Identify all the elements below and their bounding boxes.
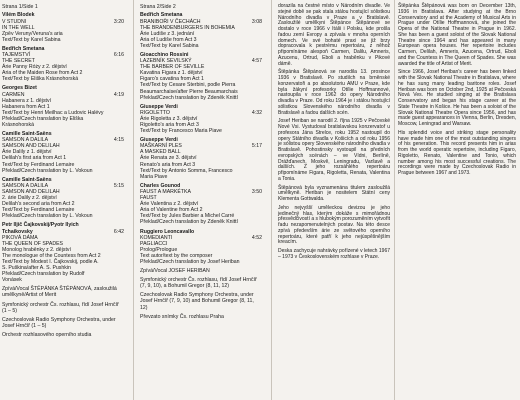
track-detail: Překlad/Czech translation by Josef Heriban: [140, 258, 240, 265]
notes-paragraph: Deska zachycuje nahrávky pořízené v letech 1967 – 1973 v Československém rozhlase v Praze.: [278, 248, 390, 260]
liner-notes-czech: [278, 4, 390, 264]
track-detail: Překlad/Czech translation by L. Vokoun: [2, 167, 93, 174]
track-detail: THE SECRET: [2, 58, 35, 65]
track-entry: [140, 183, 262, 226]
composer-name: Camille Saint-Saëns: [2, 176, 52, 183]
track-detail: Árie Renata ze 3. dějství: [140, 155, 197, 162]
track-detail: Text autor/text by the composer: [140, 252, 213, 259]
side-1-tracks: [2, 12, 124, 283]
column-divider: [271, 0, 272, 400]
composer-name: Camille Saint-Saëns: [2, 131, 52, 138]
track-detail: Habanera z 1. dějství: [2, 97, 52, 104]
track-detail: Text/Text by Eliška Krásnohorská: [2, 76, 79, 83]
track-detail: Árie Panny Róży z 2. dějství: [2, 64, 67, 71]
track-entry: [140, 52, 262, 101]
track-detail: Text/Text by Cesare Sterbini, podle Pierra Beaumarchaise/after Pierre Beaumarchais: [140, 82, 238, 95]
track-detail: Renato's aria from Act 3: [140, 161, 196, 168]
track-detail: SAMSON AND DELILAH: [2, 188, 60, 195]
notes-paragraph: Jeho nejvyšší uměleckou devizou je jeho jedinečný hlas, kterým dokáže s mimořádnou přesvědčivostí a s hlubokým porozuměním vytvořit řadu nezapomenutelných postav. Na této desce zpívá především árie ze světového operního repertoáru, které patří k jeho nejúspěšnějším kreacím.: [278, 204, 390, 246]
track-duration: 4:52: [251, 234, 262, 241]
notes-paragraph: dorazila na čestné místo v Národním divadle. Ve stejné době se pak stala stálou hostující sólistkou Národního divadla v Praze a v Bratislavě. Zasloužilé umělkyni Štěpánce Štěpánové se dostalo v roce 1966 v Itálii i Polsku, kde prošla řadou zemí Evropy a zpívala v mnoha operních domech. Ve své bohaté praxi se již brzy dopracovala k pestrému repertoáru, z něhož připomínáme alespoň Carmen, Dalilu, Amneris, Azucenu, Ortrud, Eboli a hraběnku v Pikové dámě.: [278, 3, 390, 67]
side-2-tracklist: [140, 4, 262, 323]
side-1-credits: [2, 286, 124, 338]
composer-name: Charles Gounod: [140, 182, 181, 189]
track-duration: 6:42: [113, 228, 124, 235]
notes-paragraph: Štěpánka Štěpánová se narodila 13. prosince 1936 v Bratislavě. Po studiích na brněnské konzervatoři a po absolutoriu AMU v Praze, kde byla žákyní profesorky Otílie Hoffmannové, nastoupila v roce 1962 do opery Národního divadla v Praze. Od roku 1964 je i stálou hostující sólistkou Slovenského národního divadla v Bratislavě a řadou dalších scén.: [278, 69, 390, 116]
track-detail: A MASKED BALL: [140, 149, 181, 156]
credit-line: Zpívá/Vocal JOSEF HERIBAN: [140, 268, 210, 275]
credit-line: Orchestr rozhlasového operního studia: [2, 331, 92, 338]
composer-name: Bedřich Smetana: [2, 45, 45, 52]
track-detail: Text/Text by Jules Barbier a Michel Carré: [140, 213, 235, 220]
credit-line: Symfonický orchestr Čs. rozhlasu, řídí Josef Hrnčíř (7, 9, 10), a Bohumil Gregor (8, 11, 12): [140, 277, 257, 290]
track-detail: Překlad/Czech translation by Zdeněk Knittl: [140, 219, 238, 226]
track-detail: Zpěv Veruny/Veruna's aria: [2, 30, 63, 37]
track-detail: Překlad/Czech translation by Eliška Krásnohorská: [2, 115, 84, 128]
track-detail: Rigoletto's aria from Act 3: [140, 122, 199, 128]
credit-line: Symfonický orchestr Čs. rozhlasu, řídí Josef Hrnčíř (1 – 5): [2, 301, 119, 314]
track-detail: THE BRANDENBURGERS IN BOHEMIA: [140, 24, 235, 31]
track-detail: Kavatina Figara z 1. dějství: [140, 70, 203, 77]
notes-paragraph: His splendid voice and striking stage personality have made him one of the most outstanding singers of his generation. This record presents him in arias from the world operatic repertoire, including Figaro, Rigoletto, Renato, Valentine and Tonio, which number among his most successful creations. The recordings were made by Czechoslovak Radio in Prague between 1967 and 1973.: [398, 129, 516, 176]
track-detail: RIGOLETTO: [140, 109, 170, 116]
track-detail: Árie Dalily z 1. dějství: [2, 149, 52, 156]
track-detail: Text/Text by Henri Meilhac a Ludovic Halévy: [2, 109, 104, 116]
composer-name: Ruggiero Leoncavallo: [140, 228, 195, 235]
column-divider: [394, 0, 395, 400]
side-1-tracklist: [2, 4, 124, 341]
track-detail: Figaro's cavatina from Act 1: [140, 76, 204, 83]
track-detail: Árie Valentina z 2. dějství: [140, 201, 199, 208]
track-detail: THE BARBER OF SEVILLE: [140, 64, 205, 71]
track-entry: [2, 131, 124, 174]
side-2-title: Strana 2/Side 2: [140, 4, 176, 10]
track-detail: FAUST A MARKÉTKA: [140, 188, 191, 195]
track-detail: SAMSON AND DELILAH: [2, 143, 60, 150]
credit-line: Czechoslovak Radio Symphony Orchestra, under Josef Hrnčíř (7, 9, 10) and Bohumil Gregor (8, 11, 12): [140, 292, 254, 311]
composer-name: Gioacchino Rossini: [140, 51, 189, 58]
credit-line: Převzato snímky Čs. rozhlasu Praha: [140, 313, 224, 320]
notes-paragraph: Josef Heriban se narodil 2. října 1925 v Pečovské Nové Vsi. Vystudoval bratislavskou konzervatoř u profesora Jána Strelce, roku 1952 nastoupil do opery Státního divadla v Košicích a od roku 1956 je sólistou opery Slovenského národního divadla v Bratislavě. Pohostinsky vystoupil na předních evropských scénách – ve Vídni, Berlíně, Drážďanech, Moskvě, Leningradu, Varšavě a dalších. Z jeho rozsáhlého repertoáru připomínáme Figara, Rigoletta, Renata, Valentina a Tonia.: [278, 118, 390, 182]
track-detail: Aria of Valentine from Act 2: [140, 207, 203, 214]
track-detail: IN THE WELL: [2, 24, 35, 31]
track-duration: 6:16: [113, 51, 124, 58]
track-detail: Delilah's first aria from Act 1: [2, 155, 67, 162]
track-detail: Překlad/Czech translation by L. Vokoun: [2, 213, 93, 220]
track-detail: Text/Text by Karel Sabina: [140, 42, 199, 49]
track-duration: 3:50: [251, 188, 262, 195]
composer-name: Giuseppe Verdi: [140, 137, 178, 144]
track-duration: 4:57: [251, 58, 262, 65]
track-entry: [2, 12, 124, 42]
composer-name: Vilém Blodek: [2, 12, 35, 19]
credit-line: Czechoslovak Radio Symphony Orchestra, under Josef Hrnčíř (1 – 5): [2, 316, 116, 329]
track-entry: [140, 229, 262, 266]
track-duration: 3:20: [113, 18, 124, 25]
track-entry: [2, 46, 124, 83]
track-detail: KOMEDIANTI: [140, 234, 173, 241]
notes-paragraph: Štěpánová byla vyznamenána titulem zasloužilá umělkyně. Heriban je nositelem Státní ceny Klementa Gottwalda.: [278, 184, 390, 202]
track-detail: Text/Text by Karel Sabina: [2, 36, 61, 43]
track-detail: Monolog hraběnky z 2. dějství: [2, 246, 71, 253]
track-detail: Habanera from Act 1: [2, 103, 50, 110]
track-detail: Árie Rigoletta z 3. dějství: [140, 115, 198, 122]
track-detail: Text/Text by Modest I. Čajkovskij, podle A. S. Puškina/after A. S. Pushkin: [2, 258, 99, 272]
side-1-title: Strana 1/Side 1: [2, 4, 38, 10]
column-divider: [133, 0, 134, 400]
track-detail: FAUST: [140, 195, 157, 202]
track-duration: 4:19: [113, 91, 124, 98]
track-detail: SAMSON A DALILA: [2, 182, 49, 189]
composer-name: Petr Iljič Čajkovskij/Pyotr Ilyich Tchaikovsky: [2, 222, 79, 235]
track-detail: BRANIBOŘI V ČECHÁCH: [140, 18, 201, 25]
credit-line: Zpívá/Vocal ŠTĚPÁNKA ŠTĚPÁNOVÁ, zasloužilá umělkyně/Artist of Merit: [2, 286, 117, 299]
track-duration: 5:15: [113, 182, 124, 189]
track-entry: [140, 104, 262, 134]
side-2-credits: [140, 268, 262, 320]
track-detail: Aria of Ludiše from Act 3: [140, 36, 197, 43]
notes-paragraph: Since 1966, Josef Heriban's career has been linked with the Slovak National Theatre in Bratislava, where he has sung many leading baritone roles. Josef Heriban was born on October 2nd, 1925 at Pečovská Nová Ves. He studied singing at the Bratislava Conservatory and began his stage career at the State Theatre in Košice. He has been a soloist of the Slovak National Theatre Opera since 1956, and has made guest appearances in Vienna, Berlin, Dresden, Moscow, Leningrad and Warsaw.: [398, 69, 516, 127]
track-duration: 4:32: [251, 109, 262, 116]
track-detail: MAŠKARNÍ PLES: [140, 143, 182, 150]
track-detail: Aria of the Maiden Rose from Act 2: [2, 70, 83, 77]
track-detail: Text/Text by Ferdinand Lemaire: [2, 161, 75, 168]
track-detail: THE QUEEN OF SPADES: [2, 240, 64, 247]
composer-name: Georges Bizet: [2, 85, 37, 92]
track-detail: PIKOVÁ DÁMA: [2, 234, 38, 241]
track-entry: [140, 137, 262, 180]
track-detail: Překlad/Czech translation by Rudolf Vonásek: [2, 271, 85, 284]
track-detail: 2. árie Dalily z 2. dějství: [2, 195, 57, 202]
track-entry: [2, 85, 124, 128]
track-detail: Árie Ludiše z 3. jednání: [140, 30, 195, 37]
track-entry: [2, 222, 124, 283]
track-detail: Text/Text by Francesco Maria Piave: [140, 128, 222, 135]
side-2-tracks: [140, 12, 262, 265]
track-detail: The monologue of the Countess from Act 2: [2, 252, 101, 259]
track-detail: V STUDNI: [2, 18, 27, 25]
track-duration: 4:15: [113, 137, 124, 144]
track-duration: 3:08: [251, 18, 262, 25]
track-entry: [140, 12, 262, 49]
track-duration: 5:17: [251, 143, 262, 150]
composer-name: Giuseppe Verdi: [140, 103, 178, 110]
track-detail: CARMEN: [2, 91, 25, 98]
track-detail: Text/Text by Antonio Somma, Francesco Maria Piave: [140, 167, 233, 180]
track-entry: [2, 177, 124, 220]
track-detail: Text/Text by Ferdinand Lemaire: [2, 207, 75, 214]
track-detail: Překlad/Czech translation by Zdeněk Knittl: [140, 94, 238, 101]
composer-name: Bedřich Smetana: [140, 12, 183, 19]
track-detail: Prolog/Prologue: [140, 246, 178, 253]
track-detail: SAMSON A DALILA: [2, 137, 49, 144]
track-detail: TAJEMSTVÍ: [2, 51, 31, 58]
track-detail: Delilah's second aria from Act 2: [2, 201, 75, 208]
notes-paragraph: Štěpánka Štěpánová was born on December 13th, 1936 in Bratislava. After studying at the Brno Conservatory and at the Academy of Musical Arts in Prague under Otílie Hoffmannová, she joined the Opera of the National Theatre in Prague in 1962. She has been a guest soloist of the Slovak National Theatre since 1964 and has appeared in many European opera houses. Her repertoire includes Carmen, Delilah, Amneris, Azucena, Ortrud, Eboli and the Countess in The Queen of Spades. She was awarded the title of Artist of Merit.: [398, 3, 516, 67]
track-detail: PAGLIACCI: [140, 240, 168, 247]
track-detail: LAZEBNÍK SEVILSKÝ: [140, 58, 192, 65]
liner-notes-english: [398, 4, 516, 180]
